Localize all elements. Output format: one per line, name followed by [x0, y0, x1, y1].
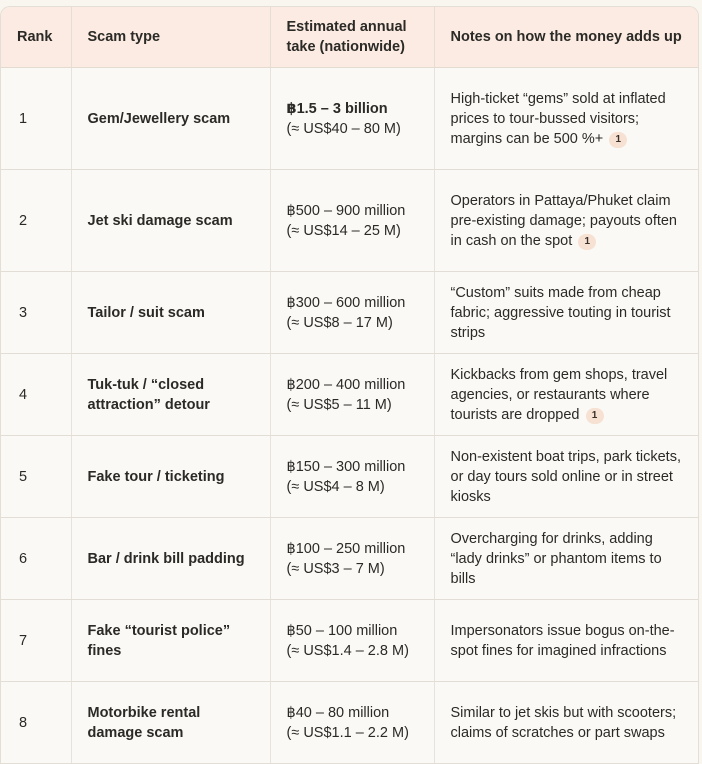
- take-usd: (≈ US$3 – 7 M): [286, 560, 385, 577]
- notes-cell: [434, 518, 698, 600]
- take-usd: (≈ US$5 – 11 M): [286, 396, 392, 413]
- notes-cell: [434, 272, 698, 354]
- take-baht: ฿500 – 900 million: [286, 202, 406, 219]
- rank-cell: 5: [1, 436, 71, 518]
- notes-text: Kickbacks from gem shops, travel agencies, or restaurants where tourists are dropped: [450, 366, 668, 423]
- scam-type-cell: Tailor / suit scam: [71, 272, 270, 354]
- header-rank: Rank: [1, 7, 71, 68]
- notes-cell: [434, 436, 698, 518]
- scam-type-cell: Bar / drink bill padding: [71, 518, 270, 600]
- header-scam-type: Scam type: [71, 7, 270, 68]
- take-cell: [270, 170, 434, 272]
- take-baht: ฿300 – 600 million: [286, 294, 406, 311]
- take-baht: ฿40 – 80 million: [286, 704, 390, 721]
- header-estimated-take: Estimated annual take (nationwide): [270, 7, 434, 68]
- scam-type-cell: Fake tour / ticketing: [71, 436, 270, 518]
- citation-badge[interactable]: 1: [578, 234, 596, 250]
- table-row: [1, 518, 698, 600]
- table-row: [1, 68, 698, 170]
- rank-cell: 3: [1, 272, 71, 354]
- notes-text: Overcharging for drinks, adding “lady drinks” or phantom items to bills: [450, 530, 662, 587]
- citation-badge[interactable]: 1: [609, 132, 627, 148]
- notes-text: Operators in Pattaya/Phuket claim pre-existing damage; payouts often in cash on the spot: [450, 192, 677, 249]
- header-notes: Notes on how the money adds up: [434, 7, 698, 68]
- scam-type-cell: Gem/Jewellery scam: [71, 68, 270, 170]
- take-cell: [270, 518, 434, 600]
- take-usd: (≈ US$1.1 – 2.2 M): [286, 724, 409, 741]
- table-row: [1, 354, 698, 436]
- table-body: [1, 68, 698, 764]
- take-usd: (≈ US$4 – 8 M): [286, 478, 385, 495]
- rank-cell: 8: [1, 682, 71, 764]
- notes-text: Impersonators issue bogus on-the-spot fines for imagined infractions: [450, 622, 675, 659]
- table-row: [1, 272, 698, 354]
- take-baht: ฿1.5 – 3 billion: [286, 100, 388, 117]
- scam-type-cell: Motorbike rental damage scam: [71, 682, 270, 764]
- scam-type-cell: Jet ski damage scam: [71, 170, 270, 272]
- take-baht: ฿150 – 300 million: [286, 458, 406, 475]
- table-row: [1, 170, 698, 272]
- rank-cell: 6: [1, 518, 71, 600]
- notes-cell: [434, 600, 698, 682]
- rank-cell: 4: [1, 354, 71, 436]
- notes-text: Similar to jet skis but with scooters; claims of scratches or part swaps: [450, 704, 677, 741]
- take-cell: [270, 682, 434, 764]
- scam-type-cell: Fake “tourist police” fines: [71, 600, 270, 682]
- take-usd: (≈ US$8 – 17 M): [286, 314, 393, 331]
- rank-cell: 7: [1, 600, 71, 682]
- table-row: [1, 436, 698, 518]
- take-usd: (≈ US$14 – 25 M): [286, 222, 401, 239]
- take-cell: [270, 600, 434, 682]
- notes-cell: [434, 354, 698, 436]
- table-row: [1, 682, 698, 764]
- take-baht: ฿50 – 100 million: [286, 622, 398, 639]
- citation-badge[interactable]: 1: [586, 408, 604, 424]
- take-cell: [270, 436, 434, 518]
- scam-table-container: [0, 6, 699, 764]
- take-usd: (≈ US$1.4 – 2.8 M): [286, 642, 409, 659]
- notes-text: High-ticket “gems” sold at inflated prices to tour-bussed visitors; margins can be 500 %+: [450, 90, 666, 147]
- notes-cell: [434, 68, 698, 170]
- rank-cell: 1: [1, 68, 71, 170]
- table-row: [1, 600, 698, 682]
- take-cell: [270, 272, 434, 354]
- rank-cell: 2: [1, 170, 71, 272]
- notes-text: “Custom” suits made from cheap fabric; aggressive touting in tourist strips: [450, 284, 671, 341]
- table-header: [1, 7, 698, 68]
- take-cell: [270, 354, 434, 436]
- take-cell: [270, 68, 434, 170]
- notes-text: Non-existent boat trips, park tickets, or day tours sold online or in street kiosks: [450, 448, 681, 505]
- notes-cell: [434, 682, 698, 764]
- take-usd: (≈ US$40 – 80 M): [286, 120, 401, 137]
- header-row: [1, 7, 698, 68]
- notes-cell: [434, 170, 698, 272]
- scam-table: [1, 7, 698, 764]
- take-baht: ฿200 – 400 million: [286, 376, 406, 393]
- take-baht: ฿100 – 250 million: [286, 540, 406, 557]
- scam-type-cell: Tuk-tuk / “closed attraction” detour: [71, 354, 270, 436]
